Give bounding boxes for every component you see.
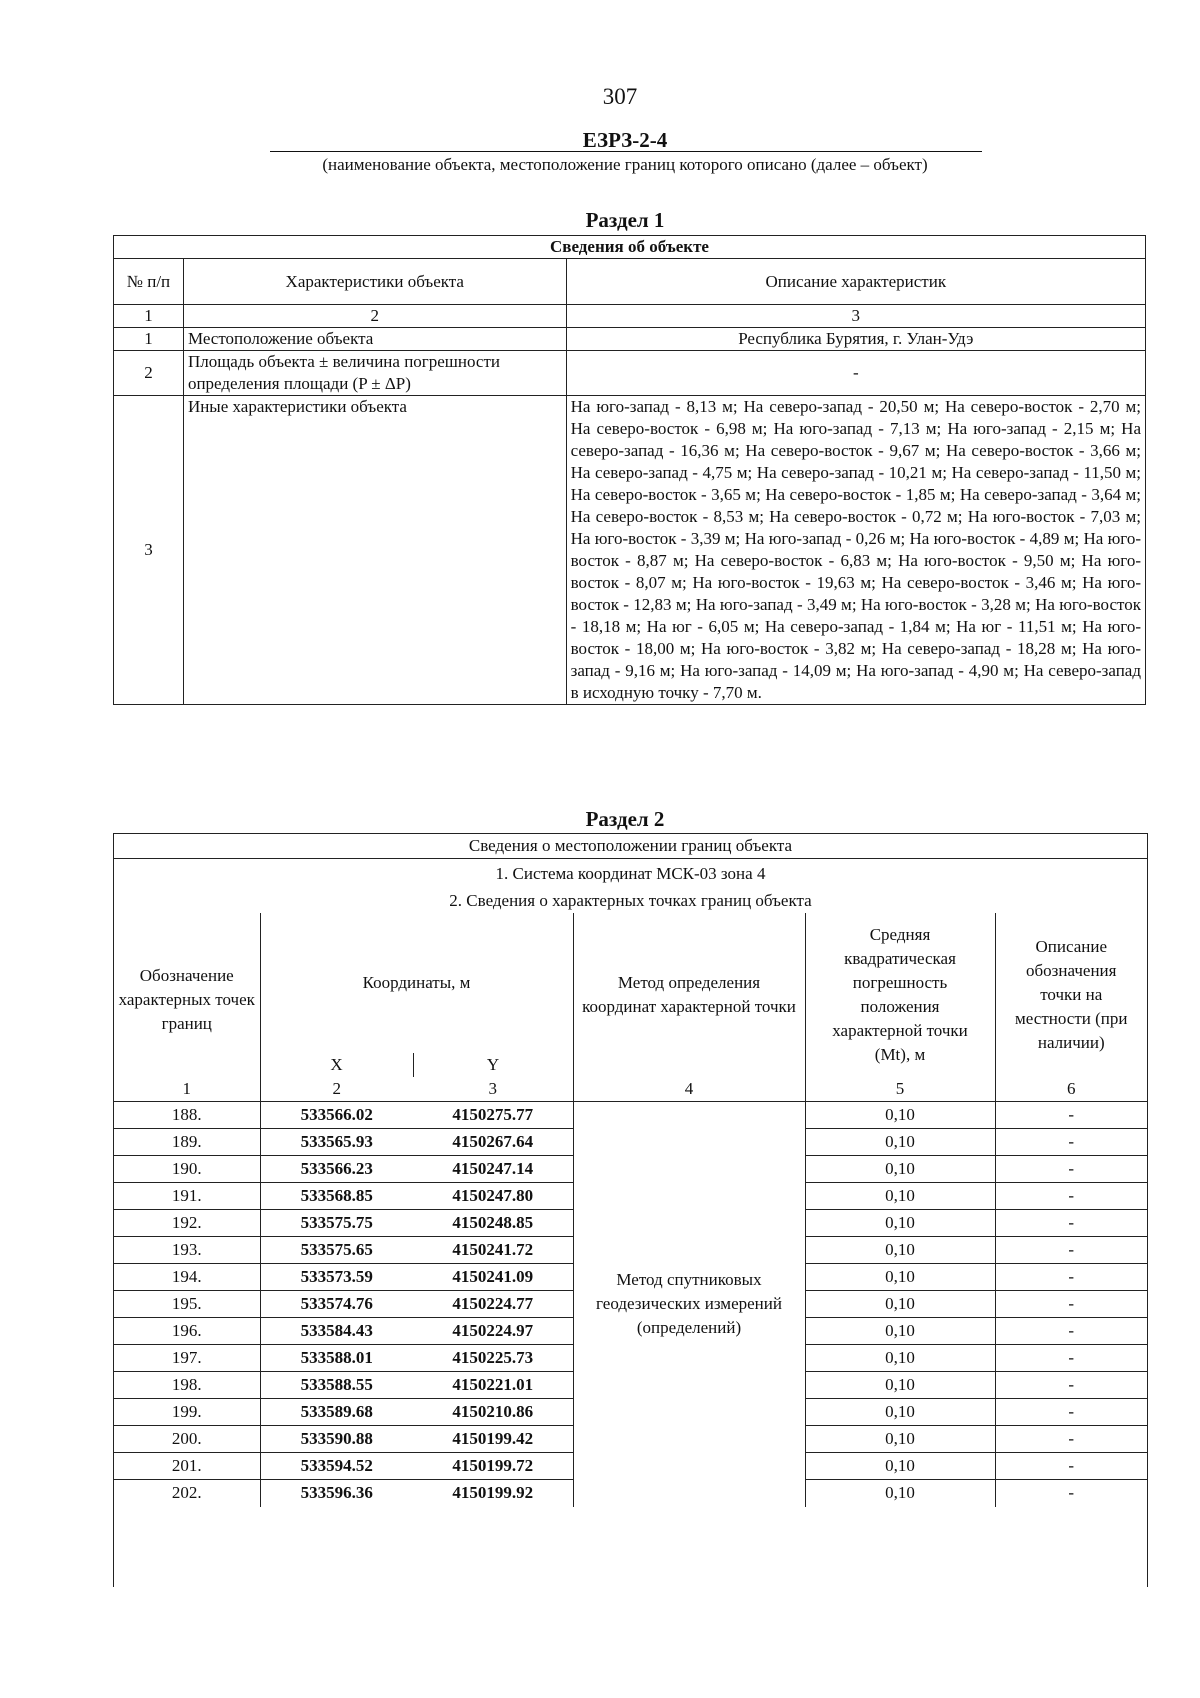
point-description: - (995, 1156, 1147, 1183)
table-row (114, 328, 1146, 351)
point-y: 4150224.77 (413, 1291, 573, 1318)
point-description: - (995, 1372, 1147, 1399)
point-mt: 0,10 (805, 1372, 995, 1399)
point-mt: 0,10 (805, 1399, 995, 1426)
point-x: 533589.68 (260, 1399, 413, 1426)
point-y: 4150224.97 (413, 1318, 573, 1345)
section2-table (114, 834, 1147, 1507)
col-number: 2 (260, 1077, 413, 1102)
header-point-description: Описание обозначения точки на местности (при наличии) (995, 913, 1147, 1077)
point-x: 533566.02 (260, 1102, 413, 1129)
header-x: X (260, 1053, 413, 1077)
point-mt: 0,10 (805, 1480, 995, 1507)
points-title: 2. Сведения о характерных точках границ объекта (449, 891, 812, 910)
point-mt: 0,10 (805, 1237, 995, 1264)
point-description: - (995, 1237, 1147, 1264)
row-value: На юго-запад - 8,13 м; На северо-запад - 20,50 м; На северо-восток - 2,70 м; На северо-восток - 6,98 м; На юго-запад - 7,13 м; На юго-запад - 2,15 м; На северо-запад - 16,36 м; На северо-восток - 9,67 м; На северо-восток - 3,66 м; На северо-запад - 4,75 м; На северо-запад - 10,21 м; На северо-запад - 11,50 м; На северо-восток - 3,65 м; На северо-восток - 1,85 м; На северо-запад - 3,64 м; На северо-восток - 8,53 м; На северо-восток - 0,72 м; На юго-восток - 7,03 м; На юго-восток - 3,39 м; На юго-запад - 0,26 м; На юго-восток - 4,89 м; На юго-восток - 8,87 м; На северо-восток - 6,83 м; На юго-восток - 9,50 м; На юго-восток - 8,07 м; На юго-восток - 19,63 м; На северо-восток - 3,46 м; На юго-восток - 12,83 м; На юго-запад - 3,49 м; На юго-восток - 3,28 м; На юго-восток - 18,18 м; На юг - 6,05 м; На северо-запад - 1,84 м; На юг - 11,51 м; На юго-восток - 18,00 м; На юго-восток - 3,82 м; На северо-запад - 18,28 м; На юго-запад - 9,16 м; На юго-запад - 14,09 м; На юго-запад - 4,90 м; На северо-запад в исходную точку - 7,70 м. (566, 396, 1145, 705)
point-y: 4150199.42 (413, 1426, 573, 1453)
row-value: - (566, 351, 1145, 396)
point-id: 189. (114, 1129, 260, 1156)
point-description: - (995, 1399, 1147, 1426)
point-mt: 0,10 (805, 1318, 995, 1345)
point-id: 188. (114, 1102, 260, 1129)
point-id: 201. (114, 1453, 260, 1480)
table-row (114, 351, 1146, 396)
col-number: 2 (183, 305, 566, 328)
coordinate-system: 1. Система координат МСК-03 зона 4 (495, 864, 766, 883)
point-mt: 0,10 (805, 1264, 995, 1291)
point-x: 533596.36 (260, 1480, 413, 1507)
point-y: 4150225.73 (413, 1345, 573, 1372)
point-description: - (995, 1102, 1147, 1129)
row-name: Площадь объекта ± величина погрешности определения площади (P ± ΔP) (183, 351, 566, 396)
point-id: 200. (114, 1426, 260, 1453)
row-name: Местоположение объекта (183, 328, 566, 351)
point-id: 195. (114, 1291, 260, 1318)
point-id: 194. (114, 1264, 260, 1291)
col-number: 1 (114, 305, 184, 328)
section2-title: Раздел 2 (585, 807, 665, 831)
col-number: 3 (566, 305, 1145, 328)
point-y: 4150199.92 (413, 1480, 573, 1507)
point-y: 4150247.14 (413, 1156, 573, 1183)
point-description: - (995, 1453, 1147, 1480)
section2-table-title: Сведения о местоположении границ объекта (114, 834, 1147, 859)
point-id: 190. (114, 1156, 260, 1183)
point-x: 533590.88 (260, 1426, 413, 1453)
point-x: 533584.43 (260, 1318, 413, 1345)
point-x: 533575.75 (260, 1210, 413, 1237)
header-method: Метод определения координат характерной точки (573, 913, 805, 1077)
point-id: 202. (114, 1480, 260, 1507)
point-y: 4150210.86 (413, 1399, 573, 1426)
section1-table-title: Сведения об объекте (114, 236, 1146, 259)
point-mt: 0,10 (805, 1291, 995, 1318)
point-y: 4150241.72 (413, 1237, 573, 1264)
header-characteristics: Характеристики объекта (183, 259, 566, 305)
point-id: 197. (114, 1345, 260, 1372)
point-x: 533573.59 (260, 1264, 413, 1291)
point-id: 192. (114, 1210, 260, 1237)
point-description: - (995, 1345, 1147, 1372)
point-description: - (995, 1129, 1147, 1156)
point-mt: 0,10 (805, 1426, 995, 1453)
point-id: 191. (114, 1183, 260, 1210)
point-x: 533565.93 (260, 1129, 413, 1156)
point-description: - (995, 1210, 1147, 1237)
point-y: 4150247.80 (413, 1183, 573, 1210)
row-number: 3 (114, 396, 184, 705)
point-description: - (995, 1480, 1147, 1507)
point-id: 198. (114, 1372, 260, 1399)
point-y: 4150248.85 (413, 1210, 573, 1237)
point-mt: 0,10 (805, 1156, 995, 1183)
header-mt: Средняя квадратическая погрешность положения характерной точки (Mt), м (805, 913, 995, 1077)
point-x: 533575.65 (260, 1237, 413, 1264)
point-x: 533574.76 (260, 1291, 413, 1318)
point-description: - (995, 1264, 1147, 1291)
header-description: Описание характеристик (566, 259, 1145, 305)
point-mt: 0,10 (805, 1345, 995, 1372)
point-y: 4150275.77 (413, 1102, 573, 1129)
point-id: 193. (114, 1237, 260, 1264)
col-number: 5 (805, 1077, 995, 1102)
header-y: Y (413, 1053, 573, 1077)
object-name: ЕЗРЗ-2-4 (582, 128, 668, 152)
point-x: 533588.01 (260, 1345, 413, 1372)
col-number: 3 (413, 1077, 573, 1102)
row-name: Иные характеристики объекта (183, 396, 566, 705)
object-name-underline (270, 151, 982, 152)
row-value: Республика Бурятия, г. Улан-Удэ (566, 328, 1145, 351)
method-value: Метод спутниковых геодезических измерений (определений) (573, 1102, 805, 1507)
section1-title: Раздел 1 (585, 208, 665, 232)
point-x: 533566.23 (260, 1156, 413, 1183)
point-description: - (995, 1183, 1147, 1210)
col-number: 4 (573, 1077, 805, 1102)
table-row (114, 1102, 1147, 1129)
point-mt: 0,10 (805, 1183, 995, 1210)
point-mt: 0,10 (805, 1453, 995, 1480)
section1-table (113, 235, 1146, 705)
object-note: (наименование объекта, местоположение границ которого описано (далее – объект) (322, 155, 928, 174)
point-y: 4150241.09 (413, 1264, 573, 1291)
point-y: 4150221.01 (413, 1372, 573, 1399)
col-number: 1 (114, 1077, 260, 1102)
point-y: 4150267.64 (413, 1129, 573, 1156)
row-number: 1 (114, 328, 184, 351)
header-number: № п/п (114, 259, 184, 305)
point-x: 533588.55 (260, 1372, 413, 1399)
header-coordinates: Координаты, м (260, 913, 573, 1053)
point-mt: 0,10 (805, 1129, 995, 1156)
point-id: 196. (114, 1318, 260, 1345)
point-y: 4150199.72 (413, 1453, 573, 1480)
section2-table-frame (113, 833, 1148, 1587)
point-id: 199. (114, 1399, 260, 1426)
point-description: - (995, 1291, 1147, 1318)
header-point-id: Обозначение характерных точек границ (118, 966, 255, 1033)
point-mt: 0,10 (805, 1210, 995, 1237)
point-mt: 0,10 (805, 1102, 995, 1129)
point-description: - (995, 1426, 1147, 1453)
row-number: 2 (114, 351, 184, 396)
point-description: - (995, 1318, 1147, 1345)
page-number: 307 (602, 84, 638, 109)
table-row (114, 396, 1146, 705)
point-x: 533568.85 (260, 1183, 413, 1210)
col-number: 6 (995, 1077, 1147, 1102)
point-x: 533594.52 (260, 1453, 413, 1480)
